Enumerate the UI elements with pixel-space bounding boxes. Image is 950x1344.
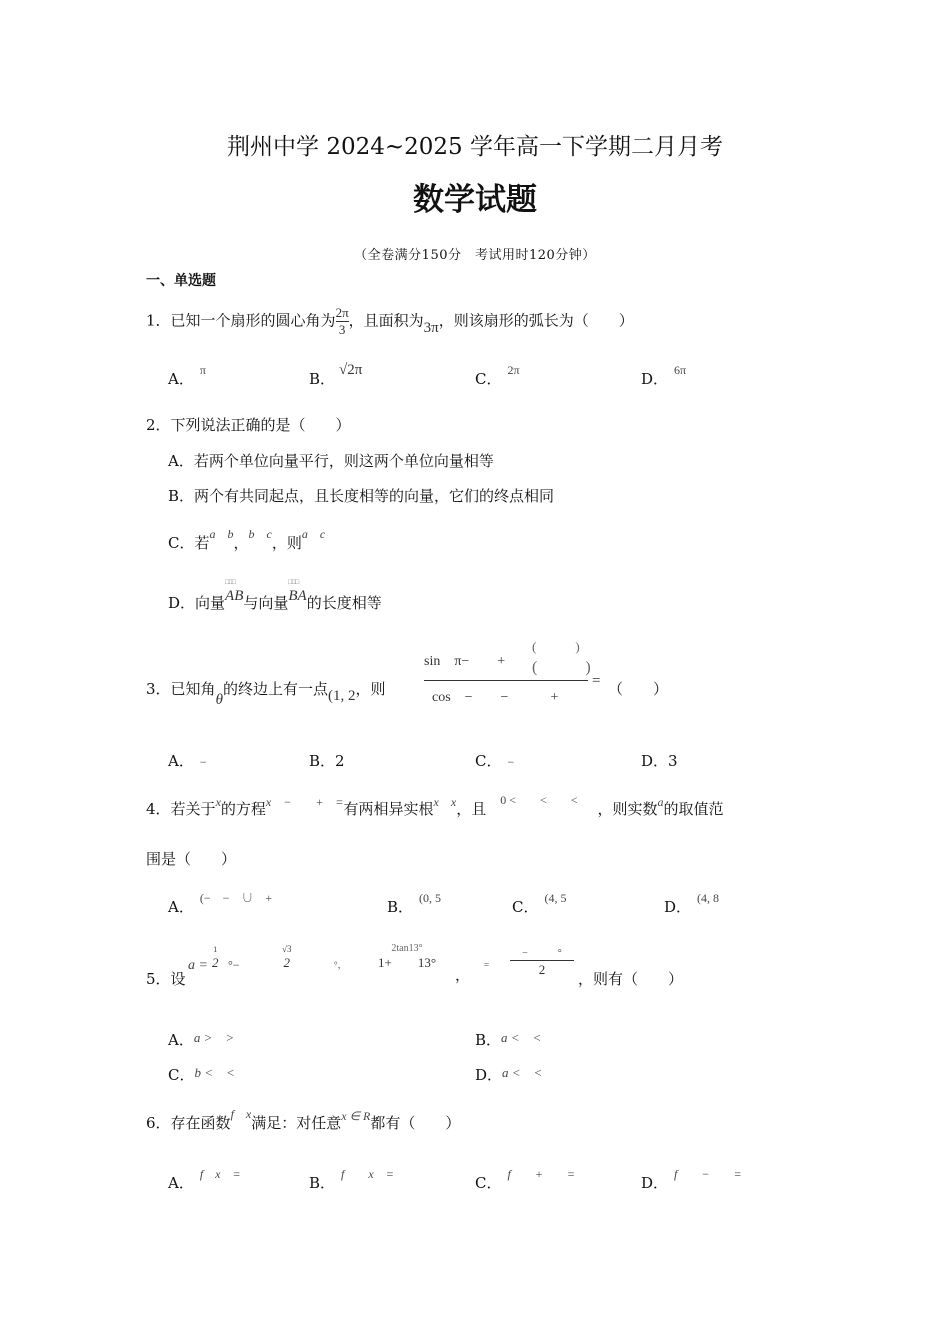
- question-4-continued: 围是（ ）: [146, 850, 237, 868]
- fraction-angle: $\frac{2\pi}{3}$: [335, 305, 349, 337]
- q1-option-a[interactable]: A． $^\pi$: [168, 363, 206, 388]
- q6-option-c[interactable]: C． $^{f + =}$: [475, 1167, 576, 1192]
- question-text: 已知一个扇形的圆心角为: [170, 311, 336, 330]
- question-number: 4．: [146, 800, 171, 818]
- exam-note: （全卷满分150分 考试用时120分钟）: [354, 248, 596, 263]
- question-1: [146, 305, 634, 338]
- q1-option-d[interactable]: D． $^{6\pi}$: [641, 363, 687, 388]
- q3-option-b[interactable]: B．2: [309, 752, 345, 770]
- q5-sep: ，: [455, 966, 471, 984]
- q2-option-a[interactable]: A．若两个单位向量平行，则这两个单位向量相等: [168, 452, 494, 470]
- q3-option-d[interactable]: D．3: [641, 752, 678, 770]
- question-number: 5．: [146, 970, 171, 988]
- q3-equals: =: [592, 673, 601, 689]
- q5-fraction-4: − ° 2: [510, 948, 574, 979]
- q5-option-d[interactable]: D．a < <: [475, 1065, 543, 1084]
- question-text: ，且面积为: [348, 311, 424, 330]
- question-number: 6．: [146, 1114, 171, 1132]
- question-3: 3．已知角θ的终边上有一点(1, 2，则: [146, 680, 386, 708]
- q3-tail: （ ）: [608, 680, 669, 698]
- section-heading: 一、单选题: [146, 273, 216, 289]
- q5-fraction-3: 2tan13° 1+ 13°: [378, 943, 437, 970]
- q3-bracket: ( ): [532, 659, 591, 676]
- q3-option-a[interactable]: A． −: [168, 752, 207, 770]
- q5-fraction-2: √3 2: [282, 944, 292, 970]
- q5-mid-1: °−: [228, 958, 240, 972]
- q3-option-c[interactable]: C． −: [475, 752, 515, 770]
- question-number: 2．: [146, 416, 171, 434]
- q3-denominator: cos − − +: [432, 690, 559, 705]
- q4-option-a[interactable]: A． (− − ∪ +: [168, 891, 273, 916]
- exam-title: 荆州中学 2024~2025 学年高一下学期二月月考: [227, 134, 723, 160]
- q3-numerator: sin π− +: [424, 654, 506, 669]
- question-6: 6．存在函数$^{f x}$满足：对任意$^{x \in R}$都有（ ）: [146, 1107, 461, 1132]
- vector-ba: □□□ BA: [288, 578, 307, 604]
- q3-fraction-bar: [424, 680, 588, 681]
- q6-option-a[interactable]: A． $^{f x =}$: [168, 1167, 241, 1192]
- q3-bracket-top: ( ): [532, 639, 580, 654]
- q5-a-expr: a =: [188, 958, 208, 973]
- q1-option-c[interactable]: C． $^{2\pi}$: [475, 363, 520, 388]
- q5-option-a[interactable]: A．a > >: [168, 1030, 235, 1049]
- q5-mid-2: °，: [334, 960, 347, 970]
- q5-tail: ，则有（ ）: [578, 970, 684, 988]
- q2-option-d[interactable]: D．向量 □□□ AB与向量 □□□ BA的长度相等: [168, 578, 382, 612]
- area-value: 3π: [423, 319, 439, 336]
- q2-option-c[interactable]: C．若$^{a b}$，$^{b c}$，则$^{a c}$: [168, 527, 326, 552]
- q5-option-b[interactable]: B．a < <: [475, 1030, 542, 1049]
- vector-ab: □□□ AB: [225, 578, 244, 604]
- question-2: [146, 414, 351, 435]
- q2-option-b[interactable]: B．两个有共同起点，且长度相等的向量，它们的终点相同: [168, 487, 555, 505]
- q4-option-d[interactable]: D． $^{(4, 8}$: [664, 891, 720, 916]
- point: (1, 2: [327, 688, 356, 704]
- q1-option-b[interactable]: B． √2π: [309, 362, 363, 388]
- question-number: 3．: [146, 680, 171, 698]
- question-5: 5．设: [146, 970, 186, 988]
- question-text: 下列说法正确的是（ ）: [170, 416, 351, 434]
- question-number: 1．: [146, 311, 171, 330]
- q6-option-d[interactable]: D． $^{f - =}$: [641, 1167, 742, 1192]
- q5-fraction-1: 1 2: [212, 945, 219, 970]
- q5-c-expr: =: [484, 960, 490, 970]
- q5-option-c[interactable]: C．b < <: [168, 1065, 235, 1084]
- question-text: ，则该扇形的弧长为（ ）: [438, 311, 634, 330]
- q4-option-c[interactable]: C． $^{(4, 5}$: [512, 891, 567, 916]
- q6-option-b[interactable]: B． $^{f x =}$: [309, 1167, 394, 1192]
- theta-symbol: θ: [215, 692, 223, 708]
- subject-title: 数学试题: [413, 182, 537, 218]
- question-4: 4．若关于$^x$的方程$^{x - + =}$有两相异实根$^{x x}$，且 $^{0 < < <}$ ，则实数$^a$的取值范: [146, 793, 724, 818]
- q4-option-b[interactable]: B． $^{(0, 5}$: [387, 891, 442, 916]
